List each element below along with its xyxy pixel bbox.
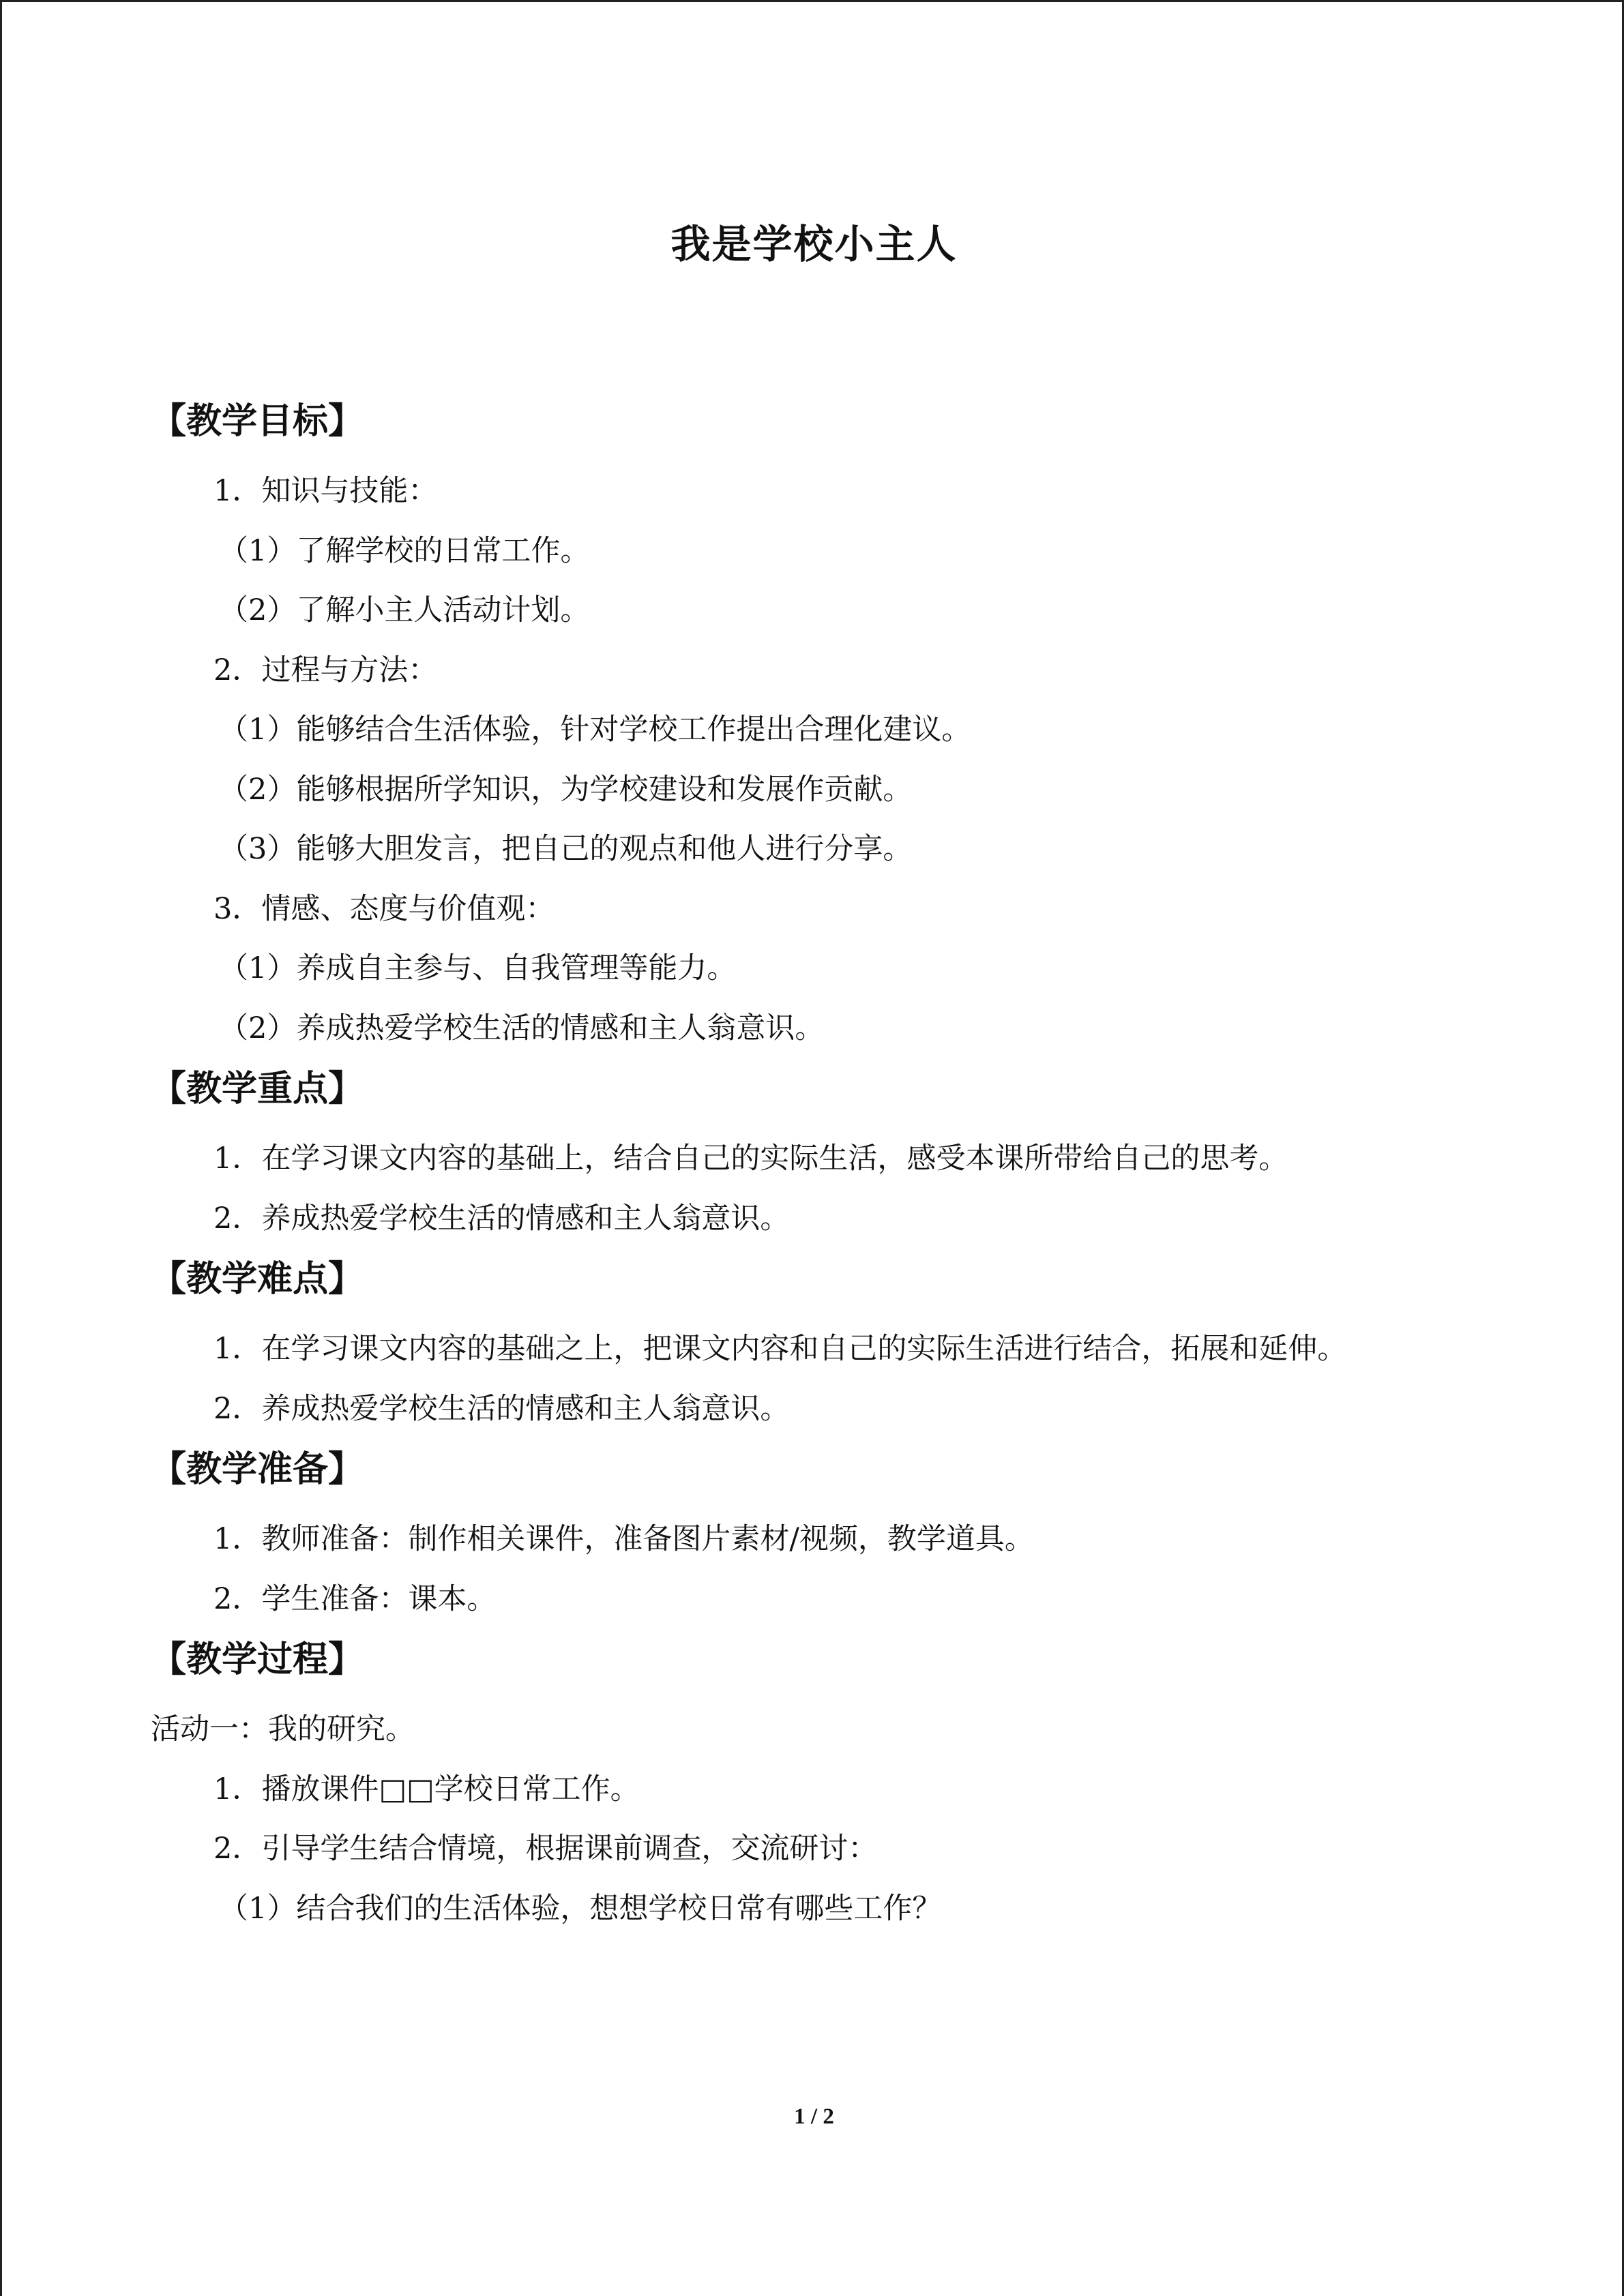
body-line: （1）了解学校的日常工作。 [219, 533, 590, 568]
section-teaching-process [151, 1629, 1515, 1939]
document-body [151, 391, 1515, 1939]
section-heading: 【教学重点】 [151, 1068, 364, 1109]
section-teaching-objectives [151, 391, 1515, 1058]
section-teaching-preparation [151, 1439, 1515, 1629]
section-heading: 【教学目标】 [151, 400, 364, 442]
body-line: 1．知识与技能： [213, 474, 438, 508]
body-line: 1．在学习课文内容的基础上，结合自己的实际生活，感受本课所带给自己的思考。 [213, 1142, 1288, 1176]
body-line: （2）能够根据所学知识，为学校建设和发展作贡献。 [219, 772, 913, 807]
body-line: （1）结合我们的生活体验，想想学校日常有哪些工作？ [219, 1891, 942, 1926]
body-line: （2）了解小主人活动计划。 [219, 593, 590, 627]
section-teaching-difficulties [151, 1249, 1515, 1439]
body-line: （1）养成自主参与、自我管理等能力。 [219, 951, 737, 985]
body-line: 活动一：我的研究。 [151, 1712, 415, 1746]
body-line: 2．引导学生结合情境，根据课前调查，交流研讨： [213, 1832, 878, 1866]
body-line: 2．过程与方法： [213, 653, 438, 687]
section-heading: 【教学准备】 [151, 1448, 364, 1490]
body-line: （2）养成热爱学校生活的情感和主人翁意识。 [219, 1011, 825, 1045]
body-line: （1）能够结合生活体验，针对学校工作提出合理化建议。 [219, 713, 971, 747]
body-line: 1．播放课件□□学校日常工作。 [213, 1772, 640, 1806]
page-number: 1 / 2 [794, 2104, 834, 2129]
body-line: 1．教师准备：制作相关课件，准备图片素材/视频，教学道具。 [213, 1522, 1034, 1556]
section-teaching-focus [151, 1058, 1515, 1249]
section-heading: 【教学过程】 [151, 1639, 364, 1680]
body-line: 1．在学习课文内容的基础之上，把课文内容和自己的实际生活进行结合，拓展和延伸。 [213, 1332, 1347, 1366]
body-line: （3）能够大胆发言，把自己的观点和他人进行分享。 [219, 832, 913, 866]
body-line: 2．养成热爱学校生活的情感和主人翁意识。 [213, 1201, 790, 1236]
document-title: 我是学校小主人 [670, 221, 958, 267]
body-line: 3．情感、态度与价值观： [213, 891, 555, 926]
section-heading: 【教学难点】 [151, 1258, 364, 1300]
body-line: 2．养成热爱学校生活的情感和主人翁意识。 [213, 1391, 790, 1426]
body-line: 2．学生准备：课本。 [213, 1581, 497, 1616]
